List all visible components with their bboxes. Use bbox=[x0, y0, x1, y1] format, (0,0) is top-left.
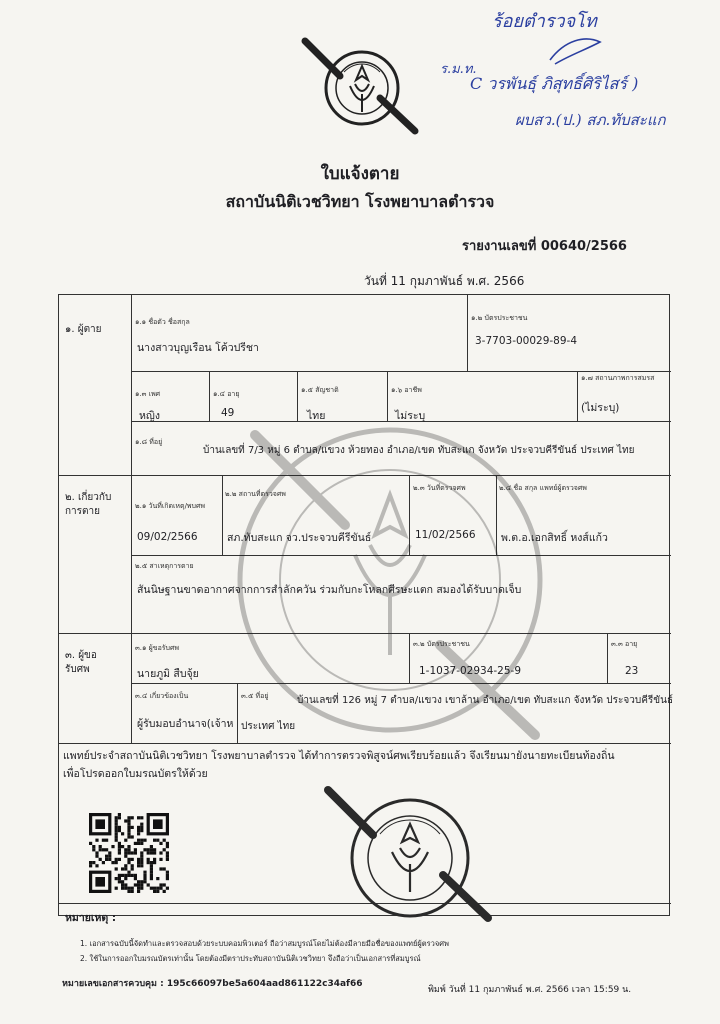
deceased-name: นางสาวบุญเรือน โค้วปรีชา bbox=[137, 342, 259, 354]
section-death-label-1: ๒. เกี่ยวกับ bbox=[65, 492, 112, 503]
claimant-id-label: ๓.๒ บัตรประชาชน bbox=[413, 640, 470, 648]
notice-line-2: เพื่อโปรดออกใบมรณบัตรให้ด้วย bbox=[63, 768, 208, 780]
handwritten-rank-abbr: ร.ม.ท. bbox=[440, 62, 477, 77]
death-place: สภ.ทับสะแก จว.ประจวบคีรีขันธ์ bbox=[227, 532, 372, 544]
deceased-marital: (ไม่ระบุ) bbox=[581, 402, 620, 414]
claimant-age-label: ๓.๓ อายุ bbox=[611, 640, 638, 648]
handwritten-position: ผบสว.(ป.) สภ.ทับสะแก bbox=[515, 111, 666, 129]
doctor-name: พ.ต.อ.เอกสิทธิ์ หงส์แก้ว bbox=[501, 532, 608, 544]
section-claimant-label-1: ๓. ผู้ขอ bbox=[65, 650, 97, 661]
deceased-occupation: ไม่ระบุ bbox=[395, 410, 426, 422]
signature-scribble-icon bbox=[545, 30, 605, 70]
section-death-label bbox=[65, 491, 111, 519]
claimant-name-label: ๓.๑ ผู้ขอรับศพ bbox=[135, 644, 180, 652]
deceased-age: 49 bbox=[221, 407, 235, 419]
deceased-address: บ้านเลขที่ 7/3 หมู่ 6 ตำบล/แขวง ห้วยทอง อำเภอ/เขต ทับสะแก จังหวัด ประจวบคีรีขันธ์ ประเทศ ไทย bbox=[203, 445, 635, 456]
remark-2: 2. ใช้ในการออกใบมรณบัตรเท่านั้น โดยต้องมีตราประทับสถาบันนิติเวชวิทยา จึงถือว่าเป็นเอกสารที่สมบูรณ์ bbox=[80, 954, 421, 963]
deceased-nationality-label: ๑.๕ สัญชาติ bbox=[301, 386, 339, 394]
remarks-heading: หมายเหตุ : bbox=[65, 912, 117, 924]
claimant-age: 23 bbox=[625, 665, 639, 677]
notice-paragraph bbox=[63, 747, 615, 783]
section-claimant-label-2: รับศพ bbox=[65, 664, 90, 675]
deceased-sex: หญิง bbox=[139, 410, 160, 422]
claimant-relation: ผู้รับมอบอำนาจ(เจ้าห bbox=[137, 718, 234, 730]
section-claimant-label bbox=[65, 649, 97, 677]
section-deceased-label: ๑. ผู้ตาย bbox=[65, 324, 102, 335]
deceased-nationality: ไทย bbox=[307, 410, 326, 422]
institute-stamp-icon bbox=[318, 780, 498, 930]
handwritten-signature-name: C วรพันธุ์ ภิสุทธิ์ศิริไสร์ ) bbox=[470, 74, 639, 93]
exam-date: 11/02/2566 bbox=[415, 529, 476, 541]
claimant-relation-label: ๓.๔ เกี่ยวข้องเป็น bbox=[135, 692, 189, 700]
cause-label: ๒.๕ สาเหตุการตาย bbox=[135, 562, 194, 570]
handwritten-rank: ร้อยตำรวจโท bbox=[492, 11, 597, 32]
qr-code bbox=[89, 813, 169, 893]
death-date: 09/02/2566 bbox=[137, 531, 198, 543]
institute-seal-icon bbox=[300, 36, 420, 136]
claimant-address-label: ๓.๕ ที่อยู่ bbox=[241, 692, 269, 700]
claimant-address: บ้านเลขที่ 126 หมู่ 7 ตำบล/แขวง เขาล้าน อำเภอ/เขต ทับสะแก จังหวัด ประจวบคีรีขันธ์ bbox=[297, 695, 674, 706]
deceased-marital-label: ๑.๗ สถานภาพการสมรส bbox=[581, 374, 655, 382]
institute-name: สถาบันนิติเวชวิทยา โรงพยาบาลตำรวจ bbox=[225, 192, 495, 211]
claimant-address-country: ประเทศ ไทย bbox=[241, 721, 296, 732]
remark-1: 1. เอกสารฉบับนี้จัดทำและตรวจสอบด้วยระบบคอมพิวเตอร์ ถือว่าสมบูรณ์โดยไม่ต้องมีลายมือชื่อของแพทย์ผู้ตรวจศพ bbox=[80, 939, 449, 948]
deceased-id-label: ๑.๒ บัตรประชาชน bbox=[471, 314, 528, 322]
exam-date-label: ๒.๓ วันที่ตรวจศพ bbox=[413, 484, 466, 492]
report-number: รายงานเลขที่ 00640/2566 bbox=[462, 239, 627, 254]
deceased-age-label: ๑.๔ อายุ bbox=[213, 390, 240, 398]
doctor-label: ๒.๔ ชื่อ สกุล แพทย์ผู้ตรวจศพ bbox=[499, 484, 587, 492]
death-place-label: ๒.๒ สถานที่ตรวจศพ bbox=[225, 490, 286, 498]
notice-line-1: แพทย์ประจำสถาบันนิติเวชวิทยา โรงพยาบาลตำรวจ ได้ทำการตรวจพิสูจน์ศพเรียบร้อยแล้ว จึงเรียนมายังนายทะเบียนท้องถิ่น bbox=[63, 750, 615, 762]
section-death-label-2: การตาย bbox=[65, 506, 101, 517]
control-number: หมายเลขเอกสารควบคุม : 195c66097be5a604aad861122c34af66 bbox=[62, 979, 363, 989]
report-date: วันที่ 11 กุมภาพันธ์ พ.ศ. 2566 bbox=[364, 274, 525, 288]
claimant-id: 1-1037-02934-25-9 bbox=[419, 665, 522, 677]
death-date-label: ๒.๑ วันที่เกิดเหตุ/พบศพ bbox=[135, 502, 206, 510]
deceased-sex-label: ๑.๓ เพศ bbox=[135, 390, 161, 398]
deceased-address-label: ๑.๘ ที่อยู่ bbox=[135, 438, 163, 446]
claimant-name: นายภูมิ สืบจุ้ย bbox=[137, 668, 199, 680]
cause-of-death: สันนิษฐานขาดอากาศจากการสำลักควัน ร่วมกับกะโหลกศีรษะแตก สมองได้รับบาดเจ็บ bbox=[137, 584, 522, 596]
document-title: ใบแจ้งตาย bbox=[320, 164, 400, 184]
print-timestamp: พิมพ์ วันที่ 11 กุมภาพันธ์ พ.ศ. 2566 เวลา 15:59 น. bbox=[428, 985, 632, 995]
deceased-id: 3-7703-00029-89-4 bbox=[475, 335, 578, 347]
deceased-name-label: ๑.๑ ชื่อตัว ชื่อสกุล bbox=[135, 318, 190, 326]
deceased-occupation-label: ๑.๖ อาชีพ bbox=[391, 386, 422, 394]
